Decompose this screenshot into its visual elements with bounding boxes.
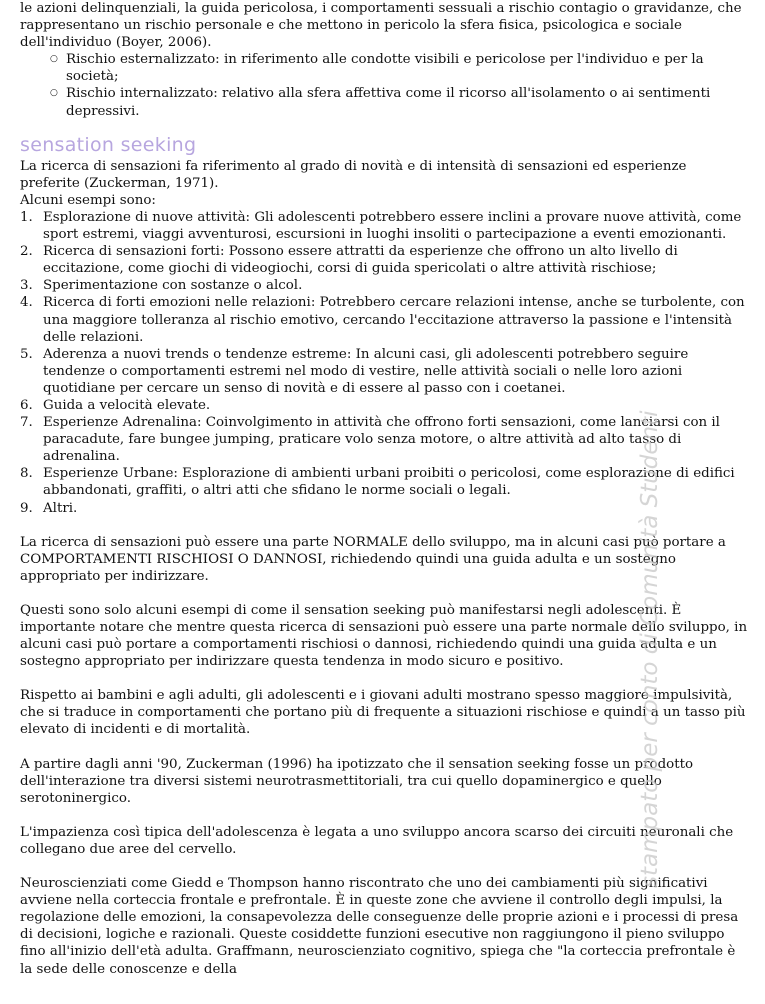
spacer [20,670,750,687]
list-item-text: Esperienze Urbane: Esplorazione di ambienti urbani proibiti o pericolosi, come esplorazione di edifici abbandonati, graffiti, o altri atti che sfidano le norme sociali o legali. [43,466,735,499]
list-item-text: Esperienze Adrenalina: Coinvolgimento in attività che offrono forti sensazioni, come lanciarsi con il paracadute, fare bungee jumping, praticare volo senza motore, o altre attività ad alto tasso di adrenalina. [43,415,720,465]
paragraph-normal-development: La ricerca di sensazioni può essere una parte NORMALE dello sviluppo, ma in alcuni casi può portare a COMPORTAMENTI RISCHIOSI O DANNOSI, richiedendo quindi una guida adulta e un sostegno appropriato per indirizzare. [20,534,726,584]
paragraph-examples-summary: Questi sono solo alcuni esempi di come il sensation seeking può manifestarsi negli adolescenti. È importante notare che mentre questa ricerca di sensazioni può essere una parte normale dello sviluppo, in alcuni casi può portare a comportamenti rischiosi o dannosi, richiedendo quindi una guida adulta e un sostegno appropriato per indirizzare questa tendenza in modo sicuro e positivo. [20,602,748,670]
list-item-text: Sperimentazione con sostanze o alcol. [43,278,303,294]
bullet-circle-icon: ○ [50,88,58,99]
list-item-text: Aderenza a nuovi trends o tendenze estreme: In alcuni casi, gli adolescenti potrebbero seguire tendenze o comportamenti estremi nel modo di vestire, nelle attività sociali o nelle loro azioni quotidiane per cercare un senso di novità e di essere al passo con i coetanei. [43,346,689,396]
paragraph-impulsivity: Rispetto ai bambini e agli adulti, gli adolescenti e i giovani adulti mostrano spesso maggiore impulsività, che si traduce in comportamenti che portano più di frequente a situazioni rischiose e quindi a un tasso più elevato di incidenti e di mortalità. [20,688,746,738]
risk-bullet-list [20,51,750,119]
list-item-number: 1. [20,209,33,225]
list-item [20,277,750,294]
list-item-text: Ricerca di sensazioni forti: Possono essere attratti da esperienze che offrono un alto livello di eccitazione, come giochi di videogiochi, corsi di guida spericolati o altre attività rischiose; [43,244,678,277]
bullet-circle-icon: ○ [50,54,58,65]
document-page [20,0,750,978]
paragraph-zuckerman: A partire dagli anni '90, Zuckerman (1996) ha ipotizzato che il sensation seeking fosse un prodotto dell'interazione tra diversi sistemi neurotrasmettitoriali, tra cui quello dopaminergico e quello serotoninergico. [20,756,694,806]
list-item-text: Guida a velocità elevate. [43,397,211,413]
bullet-text: Rischio esternalizzato: in riferimento alle condotte visibili e pericolose per l'individuo e per la società; [66,52,704,85]
list-item-number: 3. [20,278,33,294]
spacer [20,517,750,534]
spacer [20,585,750,602]
bullet-item-internal-risk [50,85,750,119]
bullet-text: Rischio internalizzato: relativo alla sfera affettiva come il ricorso all'isolamento o ai sentimenti depressivi. [66,86,711,119]
list-item-number: 4. [20,295,33,311]
bullet-item-external-risk [50,51,750,85]
list-item [20,209,750,243]
list-item-number: 7. [20,415,33,431]
list-item-text: Esplorazione di nuove attività: Gli adolescenti potrebbero essere inclini a provare nuove attività, come sport estremi, viaggi avventurosi, escursioni in luoghi insoliti o partecipazione a eventi emozionanti. [43,209,742,243]
spacer [20,807,750,824]
definition-paragraph: La ricerca di sensazioni fa riferimento al grado di novità e di intensità di sensazioni ed esperienze preferite (Zuckerman, 1971). [20,158,687,191]
spacer [20,858,750,875]
list-item-number: 9. [20,500,33,516]
list-item-number: 2. [20,244,33,260]
list-item-number: 8. [20,466,33,482]
list-item-number: 6. [20,397,33,413]
spacer [20,739,750,756]
list-item-text: Altri. [43,500,78,516]
list-item [20,465,750,499]
list-item-text: Ricerca di forti emozioni nelle relazioni: Potrebbero cercare relazioni intense, anche se turbolente, con una maggiore tolleranza al rischio emotivo, cercando l'eccitazione attraverso la passione e l'intensità delle relazioni. [43,295,745,345]
list-item [20,414,750,465]
list-item [20,294,750,345]
watermark: stampato per conto di Comunità Studenti [637,410,663,888]
section-heading: sensation seeking [20,133,197,156]
list-item [20,346,750,397]
examples-intro: Alcuni esempi sono: [20,192,156,208]
list-item [20,397,750,414]
paragraph-impatience: L'impazienza così tipica dell'adolescenza è legata a uno sviluppo ancora scarso dei circuiti neuronali che collegano due aree del cervello. [20,824,734,857]
list-item-number: 5. [20,346,33,362]
list-item [20,243,750,277]
examples-list [20,209,750,517]
intro-paragraph: le azioni delinquenziali, la guida pericolosa, i comportamenti sessuali a rischio contagio o gravidanze, che rappresentano un rischio personale e che mettono in pericolo la sfera fisica, psicologica e sociale dell'individuo (Boyer, 2006). [20,1,742,51]
paragraph-neuroscience: Neuroscienziati come Giedd e Thompson hanno riscontrato che uno dei cambiamenti più significativi avviene nella corteccia frontale e prefrontale. È in queste zone che avviene il controllo degli impulsi, la regolazione delle emozioni, la consapevolezza delle conseguenze delle proprie azioni e i processi di presa di decisioni, logiche e razionali. Queste cosiddette funzioni esecutive non raggiungono il pieno sviluppo fino all'inizio dell'età adulta. Graffmann, neuroscienziato cognitivo, spiega che "la corteccia prefrontale è la sede delle conoscenze e della [20,876,739,977]
list-item [20,500,750,517]
